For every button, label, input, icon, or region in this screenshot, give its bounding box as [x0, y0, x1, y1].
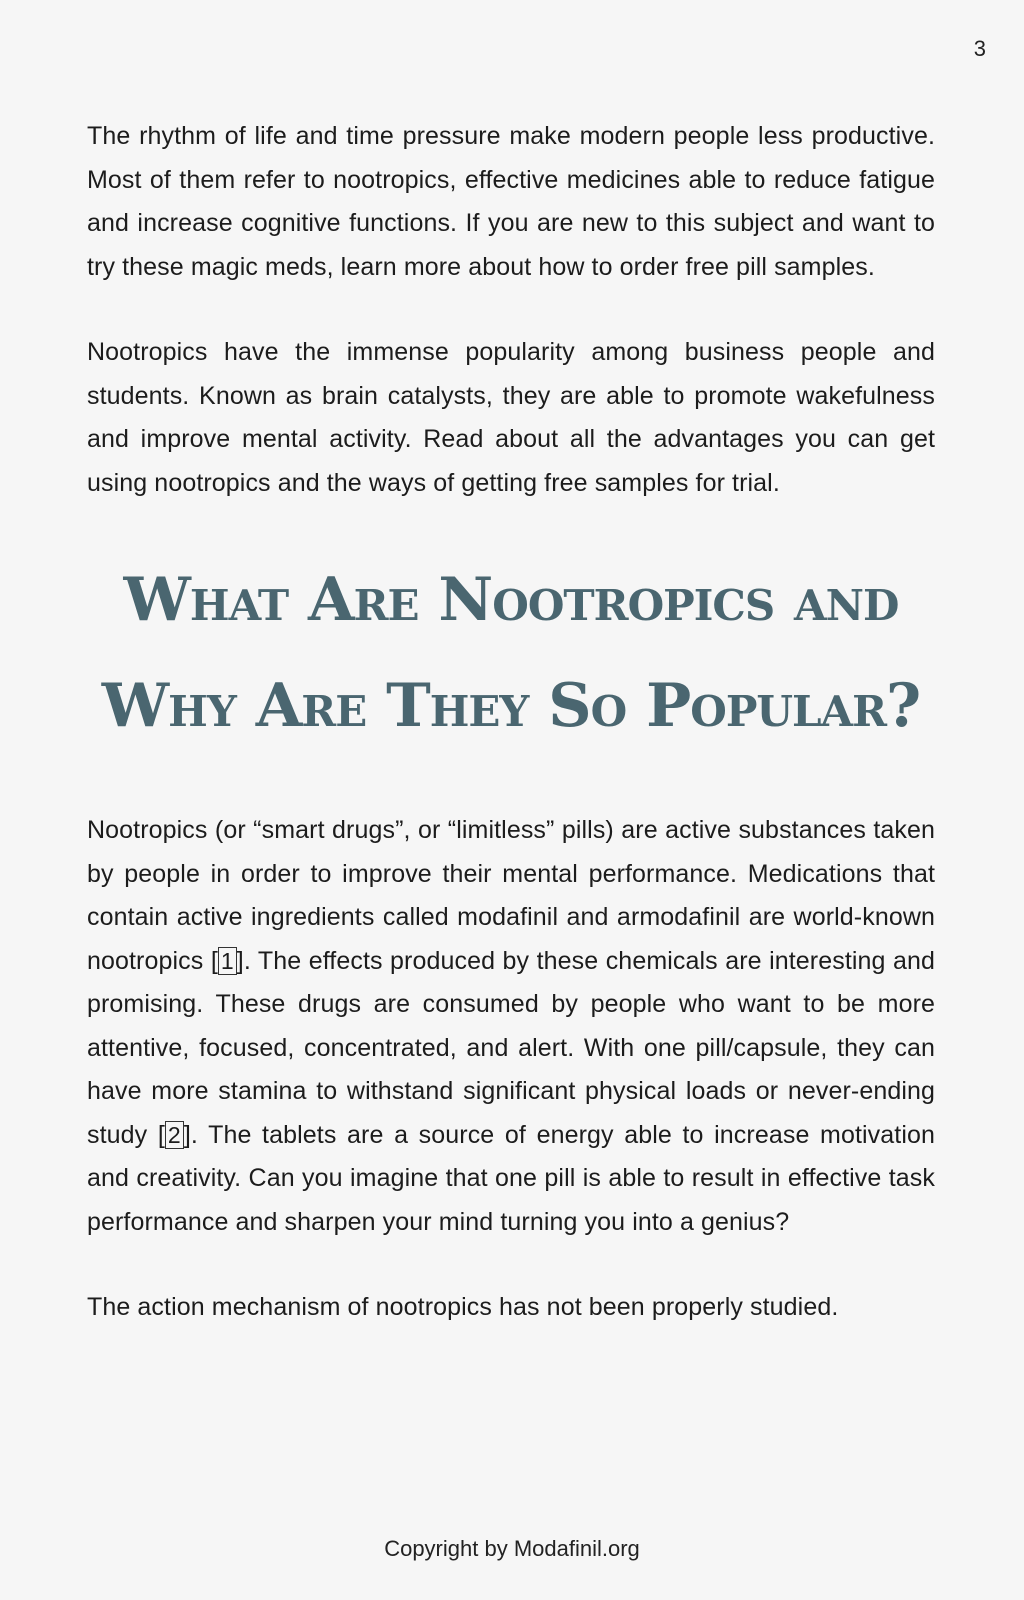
page-content [87, 115, 935, 1372]
intro-paragraph-1: The rhythm of life and time pressure make modern people less productive. Most of them refer to nootropics, effective medicines able to reduce fatigue and increase cognitive functions. If you are new to this subject and want to try these magic meds, learn more about how to order free pill samples. [87, 122, 935, 281]
section-heading [87, 547, 935, 759]
page-number: 3 [973, 36, 986, 61]
copyright-footer: Copyright by Modafinil.org [384, 1536, 640, 1561]
section-paragraph-1: Nootropics (or “smart drugs”, or “limitless” pills) are active substances taken by people in order to improve their mental performance. Medications that contain active ingredients called modafinil and armodafinil are world-known nootropics [ 1 ]. The effects produced by these chemicals are interesting and promising. These drugs are consumed by people who want to be more attentive, focused, concentrated, and alert. With one pill/capsule, they can have more stamina to withstand significant physical loads or never-ending study [ 2 ]. The tablets are a source of energy able to increase motivation and creativity. Can you imagine that one pill is able to result in effective task performance and sharpen your mind turning you into a genius? [87, 816, 936, 1236]
section-paragraph-1-text-c: . The tablets are a source of energy able to increase motivation and creativity. Can you imagine that one pill is able to result in effective task performance and sharpen your mind turning you into a genius? [87, 1120, 935, 1236]
reference-link-1[interactable]: 1 [218, 947, 237, 975]
reference-link-2[interactable]: 2 [165, 1121, 184, 1149]
section-heading-line-2: Why Are They So Popular? [101, 671, 921, 741]
section-paragraph-1-text-a: Nootropics (or “smart drugs”, or “limitless” pills) are active substances taken by people in order to improve their mental performance. Medications that contain active ingredients called modafinil and armodafinil are world-known nootropics [87, 816, 935, 975]
intro-paragraph-2: Nootropics have the immense popularity among business people and students. Known as brain catalysts, they are able to promote wakefulness and improve mental activity. Read about all the advantages you can get using nootropics and the ways of getting free samples for trial. [87, 338, 935, 497]
section-heading-line-1: What Are Nootropics and [123, 565, 899, 635]
section-paragraph-1-text-b: . The effects produced by these chemicals are interesting and promising. These drugs are consumed by people who want to be more attentive, focused, concentrated, and alert. With one pill/capsule, they can have more stamina to withstand significant physical loads or never-ending study [87, 946, 936, 1149]
section-paragraph-2: The action mechanism of nootropics has not been properly studied. [87, 1293, 839, 1321]
